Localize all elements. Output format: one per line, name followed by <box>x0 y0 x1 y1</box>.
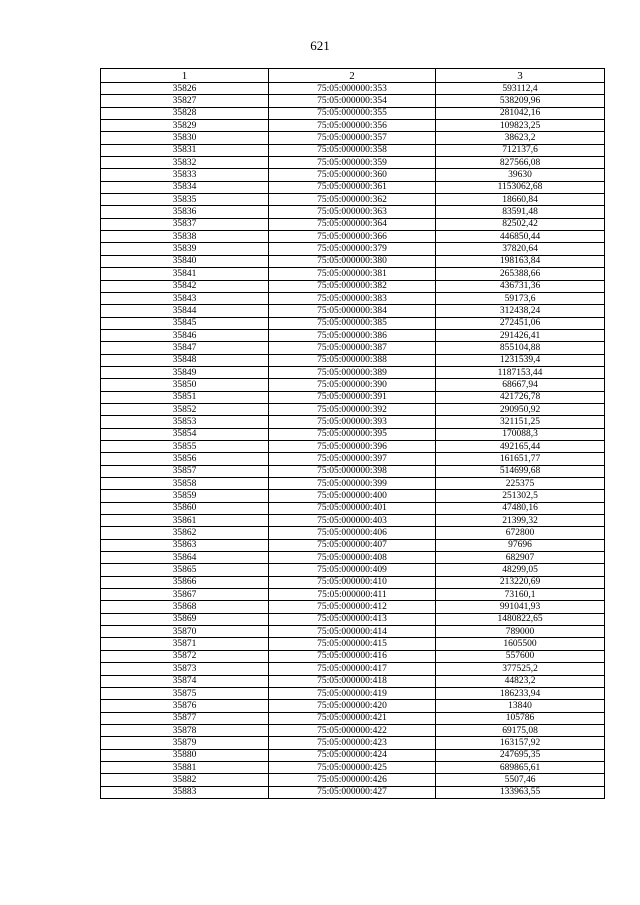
row-number-cell: 35853 <box>101 416 269 428</box>
row-number-cell: 35840 <box>101 255 269 267</box>
table-row <box>101 280 605 292</box>
table-row <box>101 354 605 366</box>
column-header-1: 1 <box>101 69 269 83</box>
cadastral-number-cell: 75:05:000000:363 <box>269 206 436 218</box>
table-row <box>101 675 605 687</box>
row-number-cell: 35872 <box>101 650 269 662</box>
row-number-cell: 35878 <box>101 724 269 736</box>
row-number-cell: 35873 <box>101 663 269 675</box>
value-cell: 73160,1 <box>436 589 605 601</box>
page-number: 621 <box>310 38 330 53</box>
table-row <box>101 403 605 415</box>
table-row <box>101 576 605 588</box>
value-cell: 436731,36 <box>436 280 605 292</box>
value-cell: 38623,2 <box>436 132 605 144</box>
row-number-cell: 35867 <box>101 589 269 601</box>
cadastral-number-cell: 75:05:000000:366 <box>269 231 436 243</box>
value-cell: 265388,66 <box>436 268 605 280</box>
value-cell: 82502,42 <box>436 218 605 230</box>
row-number-cell: 35865 <box>101 564 269 576</box>
value-cell: 321151,25 <box>436 416 605 428</box>
table-row <box>101 243 605 255</box>
cadastral-number-cell: 75:05:000000:415 <box>269 638 436 650</box>
table-row <box>101 428 605 440</box>
value-cell: 712137,6 <box>436 144 605 156</box>
row-number-cell: 35846 <box>101 329 269 341</box>
value-cell: 247695,35 <box>436 749 605 761</box>
cadastral-number-cell: 75:05:000000:385 <box>269 317 436 329</box>
row-number-cell: 35874 <box>101 675 269 687</box>
cadastral-number-cell: 75:05:000000:364 <box>269 218 436 230</box>
table-row <box>101 95 605 107</box>
table-row <box>101 453 605 465</box>
row-number-cell: 35852 <box>101 403 269 415</box>
cadastral-number-cell: 75:05:000000:419 <box>269 687 436 699</box>
cadastral-number-cell: 75:05:000000:381 <box>269 268 436 280</box>
table-row <box>101 366 605 378</box>
table-row <box>101 749 605 761</box>
table-row <box>101 650 605 662</box>
value-cell: 991041,93 <box>436 601 605 613</box>
row-number-cell: 35849 <box>101 366 269 378</box>
table-row <box>101 379 605 391</box>
table-row <box>101 687 605 699</box>
row-number-cell: 35829 <box>101 120 269 132</box>
table-row <box>101 218 605 230</box>
value-cell: 492165,44 <box>436 440 605 452</box>
row-number-cell: 35871 <box>101 638 269 650</box>
value-cell: 290950,92 <box>436 403 605 415</box>
table-row <box>101 761 605 773</box>
value-cell: 1605500 <box>436 638 605 650</box>
value-cell: 198163,84 <box>436 255 605 267</box>
row-number-cell: 35860 <box>101 502 269 514</box>
value-cell: 59173,6 <box>436 292 605 304</box>
value-cell: 789000 <box>436 626 605 638</box>
cadastral-number-cell: 75:05:000000:421 <box>269 712 436 724</box>
cadastral-number-cell: 75:05:000000:407 <box>269 539 436 551</box>
row-number-cell: 35845 <box>101 317 269 329</box>
row-number-cell: 35842 <box>101 280 269 292</box>
value-cell: 163157,92 <box>436 737 605 749</box>
row-number-cell: 35848 <box>101 354 269 366</box>
table-row <box>101 552 605 564</box>
row-number-cell: 35832 <box>101 157 269 169</box>
row-number-cell: 35830 <box>101 132 269 144</box>
value-cell: 5507,46 <box>436 774 605 786</box>
table-row <box>101 564 605 576</box>
value-cell: 21399,32 <box>436 515 605 527</box>
value-cell: 281042,16 <box>436 107 605 119</box>
row-number-cell: 35838 <box>101 231 269 243</box>
cadastral-number-cell: 75:05:000000:387 <box>269 342 436 354</box>
table-row <box>101 305 605 317</box>
table-row <box>101 268 605 280</box>
cadastral-number-cell: 75:05:000000:411 <box>269 589 436 601</box>
value-cell: 105786 <box>436 712 605 724</box>
value-cell: 47480,16 <box>436 502 605 514</box>
row-number-cell: 35876 <box>101 700 269 712</box>
row-number-cell: 35855 <box>101 440 269 452</box>
cadastral-number-cell: 75:05:000000:400 <box>269 490 436 502</box>
table-row <box>101 613 605 625</box>
table-row <box>101 663 605 675</box>
row-number-cell: 35869 <box>101 613 269 625</box>
value-cell: 377525,2 <box>436 663 605 675</box>
row-number-cell: 35858 <box>101 478 269 490</box>
column-header-3: 3 <box>436 69 605 83</box>
row-number-cell: 35826 <box>101 83 269 95</box>
cadastral-number-cell: 75:05:000000:425 <box>269 761 436 773</box>
table-row <box>101 626 605 638</box>
table-row <box>101 737 605 749</box>
cadastral-number-cell: 75:05:000000:412 <box>269 601 436 613</box>
cadastral-number-cell: 75:05:000000:380 <box>269 255 436 267</box>
row-number-cell: 35836 <box>101 206 269 218</box>
cadastral-number-cell: 75:05:000000:360 <box>269 169 436 181</box>
cadastral-number-cell: 75:05:000000:398 <box>269 465 436 477</box>
table-row <box>101 255 605 267</box>
cadastral-number-cell: 75:05:000000:358 <box>269 144 436 156</box>
value-cell: 1153062,68 <box>436 181 605 193</box>
table-row <box>101 502 605 514</box>
row-number-cell: 35850 <box>101 379 269 391</box>
value-cell: 39630 <box>436 169 605 181</box>
table-row <box>101 712 605 724</box>
cadastral-number-cell: 75:05:000000:420 <box>269 700 436 712</box>
row-number-cell: 35857 <box>101 465 269 477</box>
cadastral-number-cell: 75:05:000000:357 <box>269 132 436 144</box>
table-row <box>101 194 605 206</box>
cadastral-number-cell: 75:05:000000:403 <box>269 515 436 527</box>
value-cell: 827566,08 <box>436 157 605 169</box>
table-row <box>101 601 605 613</box>
value-cell: 251302,5 <box>436 490 605 502</box>
table-row <box>101 774 605 786</box>
row-number-cell: 35881 <box>101 761 269 773</box>
cadastral-number-cell: 75:05:000000:392 <box>269 403 436 415</box>
cadastral-number-cell: 75:05:000000:386 <box>269 329 436 341</box>
table-row <box>101 329 605 341</box>
value-cell: 97696 <box>436 539 605 551</box>
table-row <box>101 700 605 712</box>
table-row <box>101 157 605 169</box>
row-number-cell: 35875 <box>101 687 269 699</box>
row-number-cell: 35868 <box>101 601 269 613</box>
cadastral-number-cell: 75:05:000000:362 <box>269 194 436 206</box>
row-number-cell: 35834 <box>101 181 269 193</box>
cadastral-number-cell: 75:05:000000:388 <box>269 354 436 366</box>
table-row <box>101 231 605 243</box>
value-cell: 18660,84 <box>436 194 605 206</box>
table-row <box>101 527 605 539</box>
cadastral-number-cell: 75:05:000000:416 <box>269 650 436 662</box>
row-number-cell: 35843 <box>101 292 269 304</box>
value-cell: 672800 <box>436 527 605 539</box>
value-cell: 37820,64 <box>436 243 605 255</box>
cadastral-number-cell: 75:05:000000:389 <box>269 366 436 378</box>
value-cell: 514699,68 <box>436 465 605 477</box>
value-cell: 1480822,65 <box>436 613 605 625</box>
cadastral-number-cell: 75:05:000000:355 <box>269 107 436 119</box>
cadastral-number-cell: 75:05:000000:426 <box>269 774 436 786</box>
row-number-cell: 35844 <box>101 305 269 317</box>
table-row <box>101 206 605 218</box>
row-number-cell: 35862 <box>101 527 269 539</box>
table-row <box>101 181 605 193</box>
cadastral-number-cell: 75:05:000000:356 <box>269 120 436 132</box>
value-cell: 446850,44 <box>436 231 605 243</box>
header-row <box>101 69 605 83</box>
data-table <box>100 68 605 799</box>
row-number-cell: 35837 <box>101 218 269 230</box>
cadastral-number-cell: 75:05:000000:384 <box>269 305 436 317</box>
row-number-cell: 35839 <box>101 243 269 255</box>
value-cell: 69175,08 <box>436 724 605 736</box>
table-body <box>101 83 605 799</box>
table-row <box>101 465 605 477</box>
row-number-cell: 35864 <box>101 552 269 564</box>
cadastral-number-cell: 75:05:000000:397 <box>269 453 436 465</box>
value-cell: 272451,06 <box>436 317 605 329</box>
value-cell: 161651,77 <box>436 453 605 465</box>
row-number-cell: 35841 <box>101 268 269 280</box>
value-cell: 109823,25 <box>436 120 605 132</box>
row-number-cell: 35861 <box>101 515 269 527</box>
value-cell: 225375 <box>436 478 605 490</box>
cadastral-number-cell: 75:05:000000:413 <box>269 613 436 625</box>
cadastral-number-cell: 75:05:000000:427 <box>269 786 436 798</box>
row-number-cell: 35883 <box>101 786 269 798</box>
value-cell: 83591,48 <box>436 206 605 218</box>
cadastral-number-cell: 75:05:000000:396 <box>269 440 436 452</box>
row-number-cell: 35863 <box>101 539 269 551</box>
table-header <box>101 69 605 83</box>
cadastral-number-cell: 75:05:000000:399 <box>269 478 436 490</box>
value-cell: 682907 <box>436 552 605 564</box>
table-row <box>101 724 605 736</box>
table-row <box>101 416 605 428</box>
cadastral-number-cell: 75:05:000000:391 <box>269 391 436 403</box>
cadastral-number-cell: 75:05:000000:423 <box>269 737 436 749</box>
table-row <box>101 515 605 527</box>
row-number-cell: 35827 <box>101 95 269 107</box>
row-number-cell: 35882 <box>101 774 269 786</box>
row-number-cell: 35833 <box>101 169 269 181</box>
table-row <box>101 132 605 144</box>
table-row <box>101 391 605 403</box>
cadastral-number-cell: 75:05:000000:410 <box>269 576 436 588</box>
table-row <box>101 83 605 95</box>
value-cell: 44823,2 <box>436 675 605 687</box>
value-cell: 48299,05 <box>436 564 605 576</box>
row-number-cell: 35877 <box>101 712 269 724</box>
value-cell: 593112,4 <box>436 83 605 95</box>
value-cell: 1231539,4 <box>436 354 605 366</box>
row-number-cell: 35870 <box>101 626 269 638</box>
table-row <box>101 589 605 601</box>
value-cell: 312438,24 <box>436 305 605 317</box>
value-cell: 186233,94 <box>436 687 605 699</box>
cadastral-number-cell: 75:05:000000:393 <box>269 416 436 428</box>
value-cell: 291426,41 <box>436 329 605 341</box>
table-row <box>101 292 605 304</box>
cadastral-number-cell: 75:05:000000:408 <box>269 552 436 564</box>
table-row <box>101 342 605 354</box>
cadastral-number-cell: 75:05:000000:409 <box>269 564 436 576</box>
cadastral-number-cell: 75:05:000000:379 <box>269 243 436 255</box>
table-row <box>101 638 605 650</box>
cadastral-number-cell: 75:05:000000:359 <box>269 157 436 169</box>
cadastral-number-cell: 75:05:000000:417 <box>269 663 436 675</box>
row-number-cell: 35880 <box>101 749 269 761</box>
table-row <box>101 107 605 119</box>
row-number-cell: 35835 <box>101 194 269 206</box>
cadastral-number-cell: 75:05:000000:395 <box>269 428 436 440</box>
table-row <box>101 440 605 452</box>
row-number-cell: 35851 <box>101 391 269 403</box>
row-number-cell: 35828 <box>101 107 269 119</box>
column-header-2: 2 <box>269 69 436 83</box>
table-row <box>101 786 605 798</box>
value-cell: 13840 <box>436 700 605 712</box>
value-cell: 1187153,44 <box>436 366 605 378</box>
cadastral-number-cell: 75:05:000000:390 <box>269 379 436 391</box>
value-cell: 421726,78 <box>436 391 605 403</box>
row-number-cell: 35831 <box>101 144 269 156</box>
table-row <box>101 317 605 329</box>
row-number-cell: 35847 <box>101 342 269 354</box>
row-number-cell: 35854 <box>101 428 269 440</box>
cadastral-number-cell: 75:05:000000:382 <box>269 280 436 292</box>
value-cell: 68667,94 <box>436 379 605 391</box>
value-cell: 133963,55 <box>436 786 605 798</box>
value-cell: 855104,88 <box>436 342 605 354</box>
cadastral-number-cell: 75:05:000000:401 <box>269 502 436 514</box>
value-cell: 557600 <box>436 650 605 662</box>
cadastral-number-cell: 75:05:000000:422 <box>269 724 436 736</box>
table-row <box>101 169 605 181</box>
table-row <box>101 490 605 502</box>
value-cell: 538209,96 <box>436 95 605 107</box>
table-row <box>101 539 605 551</box>
cadastral-number-cell: 75:05:000000:424 <box>269 749 436 761</box>
table-row <box>101 144 605 156</box>
cadastral-number-cell: 75:05:000000:383 <box>269 292 436 304</box>
cadastral-number-cell: 75:05:000000:418 <box>269 675 436 687</box>
table-row <box>101 478 605 490</box>
value-cell: 689865,61 <box>436 761 605 773</box>
row-number-cell: 35879 <box>101 737 269 749</box>
value-cell: 213220,69 <box>436 576 605 588</box>
table-row <box>101 120 605 132</box>
cadastral-number-cell: 75:05:000000:414 <box>269 626 436 638</box>
cadastral-number-cell: 75:05:000000:354 <box>269 95 436 107</box>
cadastral-number-cell: 75:05:000000:406 <box>269 527 436 539</box>
row-number-cell: 35859 <box>101 490 269 502</box>
row-number-cell: 35856 <box>101 453 269 465</box>
cadastral-number-cell: 75:05:000000:361 <box>269 181 436 193</box>
cadastral-number-cell: 75:05:000000:353 <box>269 83 436 95</box>
value-cell: 170088,3 <box>436 428 605 440</box>
row-number-cell: 35866 <box>101 576 269 588</box>
